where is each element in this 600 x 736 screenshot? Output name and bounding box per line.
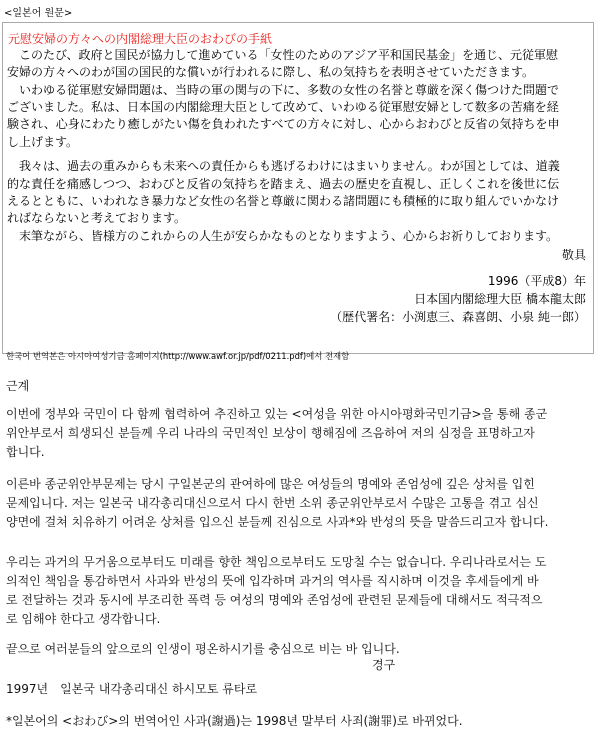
japanese-line: 安婦の方々へのわが国の国民的な償いが行われるに際し、私の気持ちを表明させていただきます。: [7, 65, 535, 79]
korean-footnote: *일본어의 <おわび>의 번역어인 사과(謝過)는 1998년 말부터 사죄(謝罪)로 바뀌었다.: [6, 714, 463, 728]
korean-closing: 경구: [372, 658, 396, 672]
korean-line: 의적인 책임을 통감하면서 사과와 반성의 뜻에 입각하며 과거의 역사를 직시하며 이것을 후세들에게 바: [6, 574, 539, 588]
japanese-successors: （歴代署名：小渕恵三、森喜朗、小泉 純一郎）: [330, 310, 586, 324]
korean-salutation: 근계: [6, 379, 30, 393]
japanese-line: ございました。私は、日本国の内閣総理大臣として改めて、いわゆる従軍慰安婦として数多の苦痛を経: [7, 100, 559, 114]
japanese-closing: 敬具: [561, 248, 586, 262]
korean-line: 로 임해야 한다고 생각합니다.: [6, 612, 161, 626]
korean-line: 위안부로서 희생되신 분들께 우리 나라의 국민적인 보상이 행해짐에 즈음하여 저의 심정을 표명하고자: [6, 426, 535, 440]
korean-line: 합니다.: [6, 445, 45, 459]
japanese-line: えるとともに、いわれなき暴力など女性の名誉と尊厳に関わる諸問題にも積極的に取り組んでいかなけ: [7, 194, 560, 208]
japanese-signer: 日本国内閣総理大臣 橋本龍太郎: [414, 292, 586, 306]
korean-line: 끝으로 여러분들의 앞으로의 인생이 평온하시기를 충심으로 비는 바 입니다.: [6, 642, 400, 656]
japanese-date: 1996（平成8）年: [487, 274, 586, 288]
japanese-line: 的な責任を痛感しつつ、おわびと反省の気持ちを踏まえ、過去の歴史を直視し、正しくこれを後世に伝: [7, 177, 560, 191]
korean-line: 이른바 종군위안부문제는 당시 구일본군의 관여하에 많은 여성들의 명예와 존엄성에 깊은 상처를 입힌: [6, 477, 535, 491]
korean-signature: 1997년 일본국 내각총리대신 하시모토 류타로: [6, 682, 258, 696]
korean-line: 이번에 정부와 국민이 다 함께 협력하여 추진하고 있는 <여성을 위한 아시아평화국민기금>을 통해 종군: [6, 407, 548, 421]
japanese-line: いわゆる従軍慰安婦問題は、当時の軍の関与の下に、多数の女性の名誉と尊厳を深く傷つけた問題で: [7, 83, 560, 97]
japanese-line: このたび、政府と国民が協力して進めている「女性のためのアジア平和国民基金」を通じ、元従軍慰: [7, 48, 559, 62]
japanese-line: 末筆ながら、皆様方のこれからの人生が安らかなものとなりますよう、心からお祈りしております。: [7, 229, 559, 243]
korean-line: 우리는 과거의 무거움으로부터도 미래를 향한 책임으로부터도 도망칠 수는 없습니다. 우리나라로서는 도: [6, 555, 547, 569]
japanese-line: し上げます。: [7, 135, 79, 149]
japanese-line: ればならないと考えております。: [7, 211, 187, 225]
japanese-line: 験され、心身にわたり癒しがたい傷を負われたすべての方々に対し、心からおわびと反省の気持ちを申: [7, 117, 560, 131]
source-note: 한국어 번역본은 아시아여성기금 홈페이지(http://www.awf.or.jp/pdf/0211.pdf)에서 전재함: [6, 351, 350, 361]
korean-line: 양면에 걸쳐 치유하기 어려운 상처를 입으신 분들께 진심으로 사과*와 반성의 뜻을 말씀드리고자 합니다.: [6, 515, 549, 529]
korean-line: 로 전달하는 것과 동시에 부조리한 폭력 등 여성의 명예와 존엄성에 관련된 문제들에 대해서도 적극적으: [6, 593, 543, 607]
korean-line: 문제입니다. 저는 일본국 내각총리대신으로서 다시 한번 소위 종군위안부로서 수많은 고통을 겪고 심신: [6, 496, 539, 510]
japanese-title: 元慰安婦の方々への内閣総理大臣のおわびの手紙: [8, 32, 273, 46]
section-header: <일본어 원문>: [4, 8, 73, 19]
japanese-line: 我々は、過去の重みからも未来への責任からも逃げるわけにはまいりません。わが国としては、道義: [7, 159, 560, 173]
